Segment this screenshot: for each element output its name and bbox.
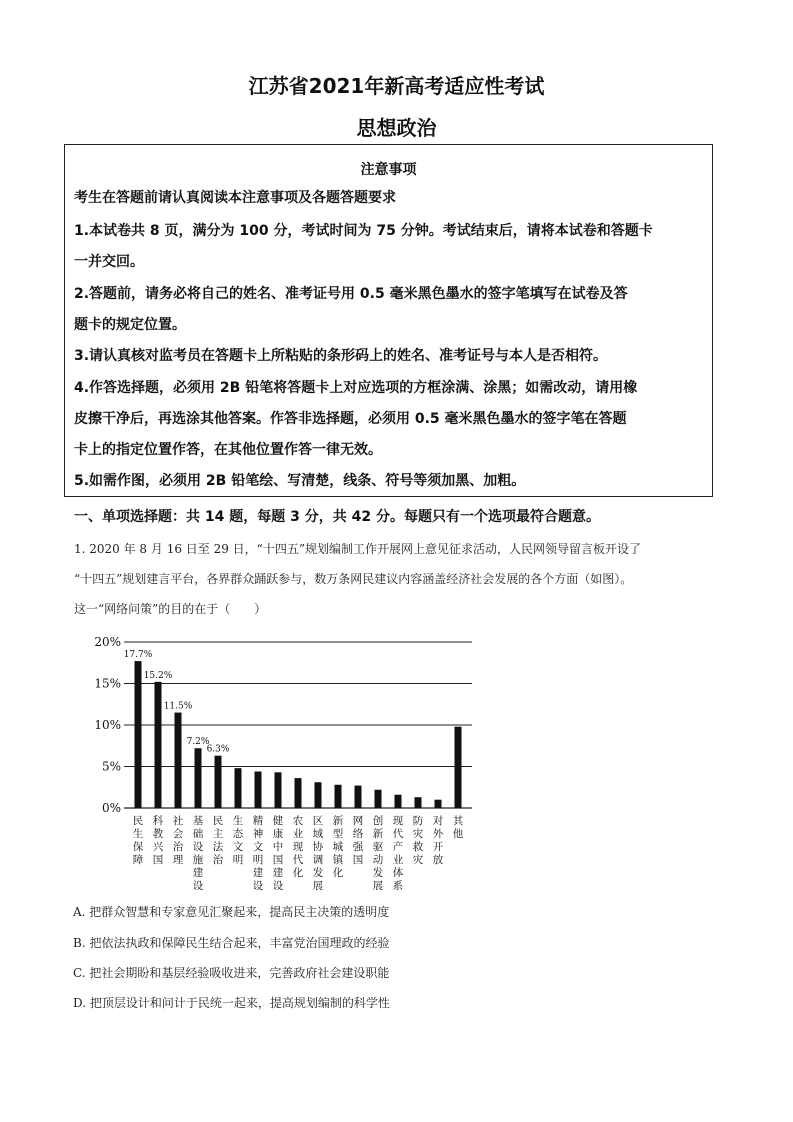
subject-title: 思想政治 xyxy=(356,116,437,140)
bar-chart xyxy=(92,630,492,890)
x-tick-label: 社会治理 xyxy=(172,815,184,866)
y-tick-label: 5% xyxy=(101,759,121,774)
y-tick-label: 10% xyxy=(94,718,121,732)
exam-title: 江苏省2021年新高考适应性考试 xyxy=(248,74,545,98)
bar xyxy=(195,748,202,808)
option-d[interactable]: D. 把顶层设计和问计于民统一起来，提高规划编制的科学性 xyxy=(73,996,390,1010)
notice-line: 2.答题前，请务必将自己的姓名、准考证号用 0.5 毫米黑色墨水的签字笔填写在试卷及答 xyxy=(74,286,628,302)
notice-intro: 考生在答题前请认真阅读本注意事项及各题答题要求 xyxy=(74,190,396,206)
bar xyxy=(355,786,362,808)
bar xyxy=(395,795,402,808)
notice-line: 一并交回。 xyxy=(74,254,144,270)
x-tick-label: 现代产业体系 xyxy=(392,815,404,890)
y-tick-label: 20% xyxy=(94,635,121,649)
notice-line: 1.本试卷共 8 页，满分为 100 分，考试时间为 75 分钟。考试结束后，请将本试卷和答题卡 xyxy=(74,223,653,239)
bar xyxy=(135,661,142,808)
x-tick-label: 网络强国 xyxy=(352,815,364,866)
x-tick-label: 科教兴国 xyxy=(152,815,164,866)
x-tick-label: 其他 xyxy=(452,815,464,840)
y-tick-label: 0% xyxy=(101,801,121,815)
bar xyxy=(275,772,282,808)
bar xyxy=(415,797,422,808)
y-tick-label: 15% xyxy=(94,676,121,691)
notice-line: 题卡的规定位置。 xyxy=(74,317,186,333)
x-tick-label: 区域协调发展 xyxy=(312,815,324,890)
data-label: 17.7% xyxy=(123,650,153,661)
data-label: 11.5% xyxy=(163,701,193,712)
question-stem-line: 1. 2020 年 8 月 16 日至 29 日，“十四五”规划编制工作开展网上意见征求活动，人民网领导留言板开设了 xyxy=(74,542,641,556)
notice-line: 3.请认真核对监考员在答题卡上所粘贴的条形码上的姓名、准考证号与本人是否相符。 xyxy=(74,348,608,364)
bar xyxy=(255,771,262,808)
data-label: 6.3% xyxy=(206,744,230,755)
notice-heading: 注意事项 xyxy=(360,162,417,178)
option-c[interactable]: C. 把社会期盼和基层经验吸收进来，完善政府社会建设职能 xyxy=(73,966,390,980)
x-tick-label: 生态文明 xyxy=(232,815,244,866)
notice-box xyxy=(64,144,713,497)
x-tick-label: 民主法治 xyxy=(212,815,224,866)
x-tick-label: 防灾救灾 xyxy=(412,815,424,866)
option-a[interactable]: A. 把群众智慧和专家意见汇聚起来，提高民主决策的透明度 xyxy=(73,905,390,919)
bar xyxy=(155,682,162,808)
question-stem-line: “十四五”规划建言平台，各界群众踊跃参与，数万条网民建议内容涵盖经济社会发展的各个方面（如图）。 xyxy=(74,572,633,586)
notice-line: 皮擦干净后，再选涂其他答案。作答非选择题，必须用 0.5 毫米黑色墨水的签字笔在答题 xyxy=(74,411,627,427)
bar xyxy=(235,768,242,808)
notice-line: 5.如需作图，必须用 2B 铅笔绘、写清楚，线条、符号等须加黑、加粗。 xyxy=(74,473,526,489)
x-tick-label: 精神文明建设 xyxy=(252,815,264,890)
x-tick-label: 民生保障 xyxy=(132,815,144,866)
bar xyxy=(335,785,342,808)
x-tick-label: 基础设施建设 xyxy=(192,815,204,890)
notice-line: 4.作答选择题，必须用 2B 铅笔将答题卡上对应选项的方框涂满、涂黑；如需改动，请用橡 xyxy=(74,380,638,396)
question-stem-line: 这一“网络问策”的目的在于（ ） xyxy=(74,602,267,616)
bar xyxy=(375,790,382,808)
notice-line: 卡上的指定位置作答，在其他位置作答一律无效。 xyxy=(74,442,382,458)
bar xyxy=(315,782,322,808)
bar xyxy=(215,756,222,808)
bar xyxy=(175,713,182,808)
bar xyxy=(455,727,462,808)
x-tick-label: 对外开放 xyxy=(432,815,444,866)
data-label: 7.2% xyxy=(186,737,210,748)
bar xyxy=(295,778,302,808)
option-b[interactable]: B. 把依法执政和保障民生结合起来，丰富党治国理政的经验 xyxy=(73,936,390,950)
x-tick-label: 创新驱动发展 xyxy=(372,815,384,890)
x-tick-label: 农业现代化 xyxy=(292,815,304,879)
x-tick-label: 健康中国建设 xyxy=(272,815,284,890)
x-tick-label: 新型城镇化 xyxy=(332,815,344,879)
bar xyxy=(435,800,442,808)
section-heading: 一、单项选择题：共 14 题，每题 3 分，共 42 分。每题只有一个选项最符合题意。 xyxy=(74,509,600,525)
data-label: 15.2% xyxy=(143,670,173,681)
